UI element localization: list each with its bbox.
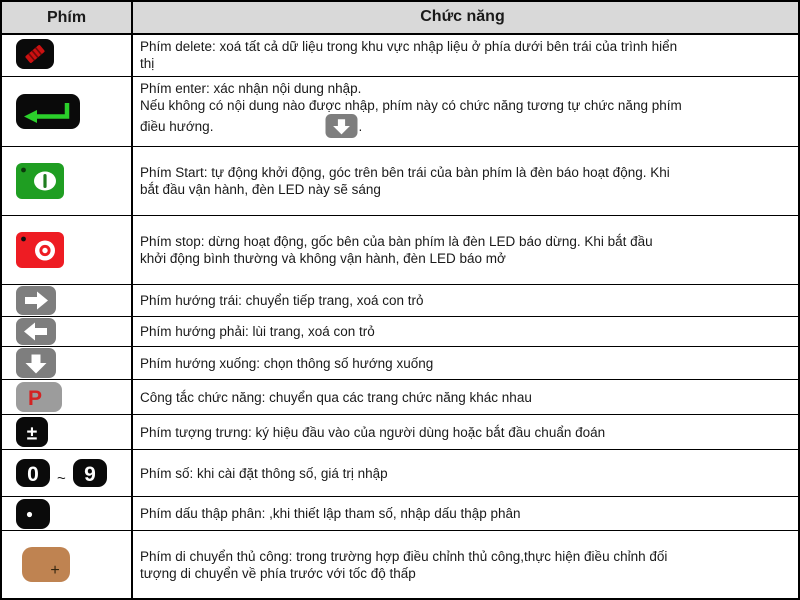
start-description-line: bắt đầu vận hành, đèn LED này sẽ sáng: [140, 182, 381, 197]
table-row-start: [2, 147, 798, 216]
p-key-icon: [16, 382, 62, 412]
dot-key-cell: [2, 497, 133, 530]
table-row-enter: [2, 77, 798, 147]
arrow-down-description: Phím hướng xuống: chọn thông số hướng xuống: [140, 355, 434, 371]
right-arrow-key-icon: [16, 286, 56, 315]
enter-key-cell: [2, 77, 133, 146]
start-key-icon: [16, 163, 64, 199]
header-function-column: Chức năng: [420, 8, 505, 26]
table-row-arrow-right: [2, 285, 798, 317]
start-key-cell: [2, 147, 133, 215]
tilde-separator: ~: [57, 469, 66, 487]
symbol-description: Phím tượng trưng: ký hiệu đầu vào của người dùng hoặc bắt đầu chuẩn đoán: [140, 424, 606, 440]
enter-description-line: điều hướng.: [140, 119, 214, 134]
stop-description-line: khởi động bình thường và không vận hành, đèn LED báo mở: [140, 251, 506, 266]
delete-description-line: thị: [140, 56, 155, 71]
enter-key-icon: [16, 94, 80, 129]
digit-keys-cell: [2, 450, 133, 496]
arrow-left-key-cell: [2, 317, 133, 346]
header-key-column: Phím: [2, 2, 133, 33]
plus-key-icon: [22, 547, 70, 582]
table-row-delete: [2, 35, 798, 77]
stop-key-icon: [16, 232, 64, 268]
manual-move-description-line: Phím di chuyển thủ công: trong trường hợp điều chỉnh thủ công,thực hiện điều chỉnh đối: [140, 548, 668, 564]
table-row-function-switch: [2, 380, 798, 415]
delete-key-icon: [16, 39, 54, 69]
start-description-line: Phím Start: tự động khởi động, góc trên bên trái của bàn phím là đèn báo hoạt động. Khi: [140, 165, 670, 180]
manual-move-description: [133, 531, 798, 598]
table-header-row: [2, 2, 798, 35]
digit-nine-key-icon: [73, 459, 107, 487]
p-key-label: P: [27, 387, 43, 410]
table-row-decimal: [2, 497, 798, 531]
digit-zero-key-icon: [16, 459, 50, 487]
plus-minus-key-cell: [2, 415, 133, 449]
p-key-cell: [2, 380, 133, 414]
table-row-stop: [2, 216, 798, 285]
down-arrow-inline-icon: [325, 126, 358, 141]
table-row-arrow-left: [2, 317, 798, 347]
decimal-point-key-icon: [16, 499, 50, 529]
arrow-right-key-cell: [2, 285, 133, 316]
plus-minus-key-icon: [16, 417, 48, 447]
enter-description: [133, 77, 798, 146]
enter-description-line: Nếu không có nội dung nào được nhập, phím này có chức năng tương tự chức năng phím: [140, 98, 682, 113]
table-row-symbol: [2, 415, 798, 450]
function-switch-description: Công tắc chức năng: chuyển qua các trang chức năng khác nhau: [140, 389, 532, 405]
arrow-left-description: Phím hướng phải: lùi trang, xoá con trỏ: [140, 324, 375, 339]
table-row-digits: [2, 450, 798, 497]
down-arrow-key-icon: [16, 348, 56, 378]
plus-minus-key-label: ±: [26, 423, 38, 445]
stop-key-cell: [2, 216, 133, 284]
table-row-arrow-down: [2, 347, 798, 380]
arrow-down-key-cell: [2, 347, 133, 379]
delete-description-line: Phím delete: xoá tất cả dữ liệu trong khu vực nhập liệu ở phía dưới bên trái của trình hiển: [140, 39, 678, 54]
table-row-manual-move: [2, 531, 798, 598]
decimal-description: Phím dấu thập phân: ,khi thiết lập tham số, nhập dấu thập phân: [140, 506, 521, 521]
arrow-right-description: Phím hướng trái: chuyển tiếp trang, xoá con trỏ: [140, 293, 424, 308]
left-arrow-key-icon: [16, 318, 56, 345]
start-description: [133, 147, 798, 215]
digit-nine-label: 9: [83, 463, 96, 486]
delete-key-cell: [2, 35, 133, 76]
digit-zero-label: 0: [27, 463, 39, 486]
stop-description-line: Phím stop: dừng hoạt động, gốc bên của bàn phím là đèn LED báo dừng. Khi bắt đầu: [140, 234, 653, 249]
delete-description: [133, 35, 798, 76]
stop-description: [133, 216, 798, 284]
plus-key-cell: [2, 531, 133, 598]
digits-description: Phím số: khi cài đặt thông số, giá trị nhập: [140, 465, 388, 481]
plus-key-label: +: [50, 562, 60, 579]
manual-move-description-line: tượng di chuyển về phía trước với tốc độ thấp: [140, 565, 416, 581]
enter-description-line: Phím enter: xác nhận nội dung nhập.: [140, 81, 362, 96]
enter-description-after-icon: .: [358, 119, 363, 134]
